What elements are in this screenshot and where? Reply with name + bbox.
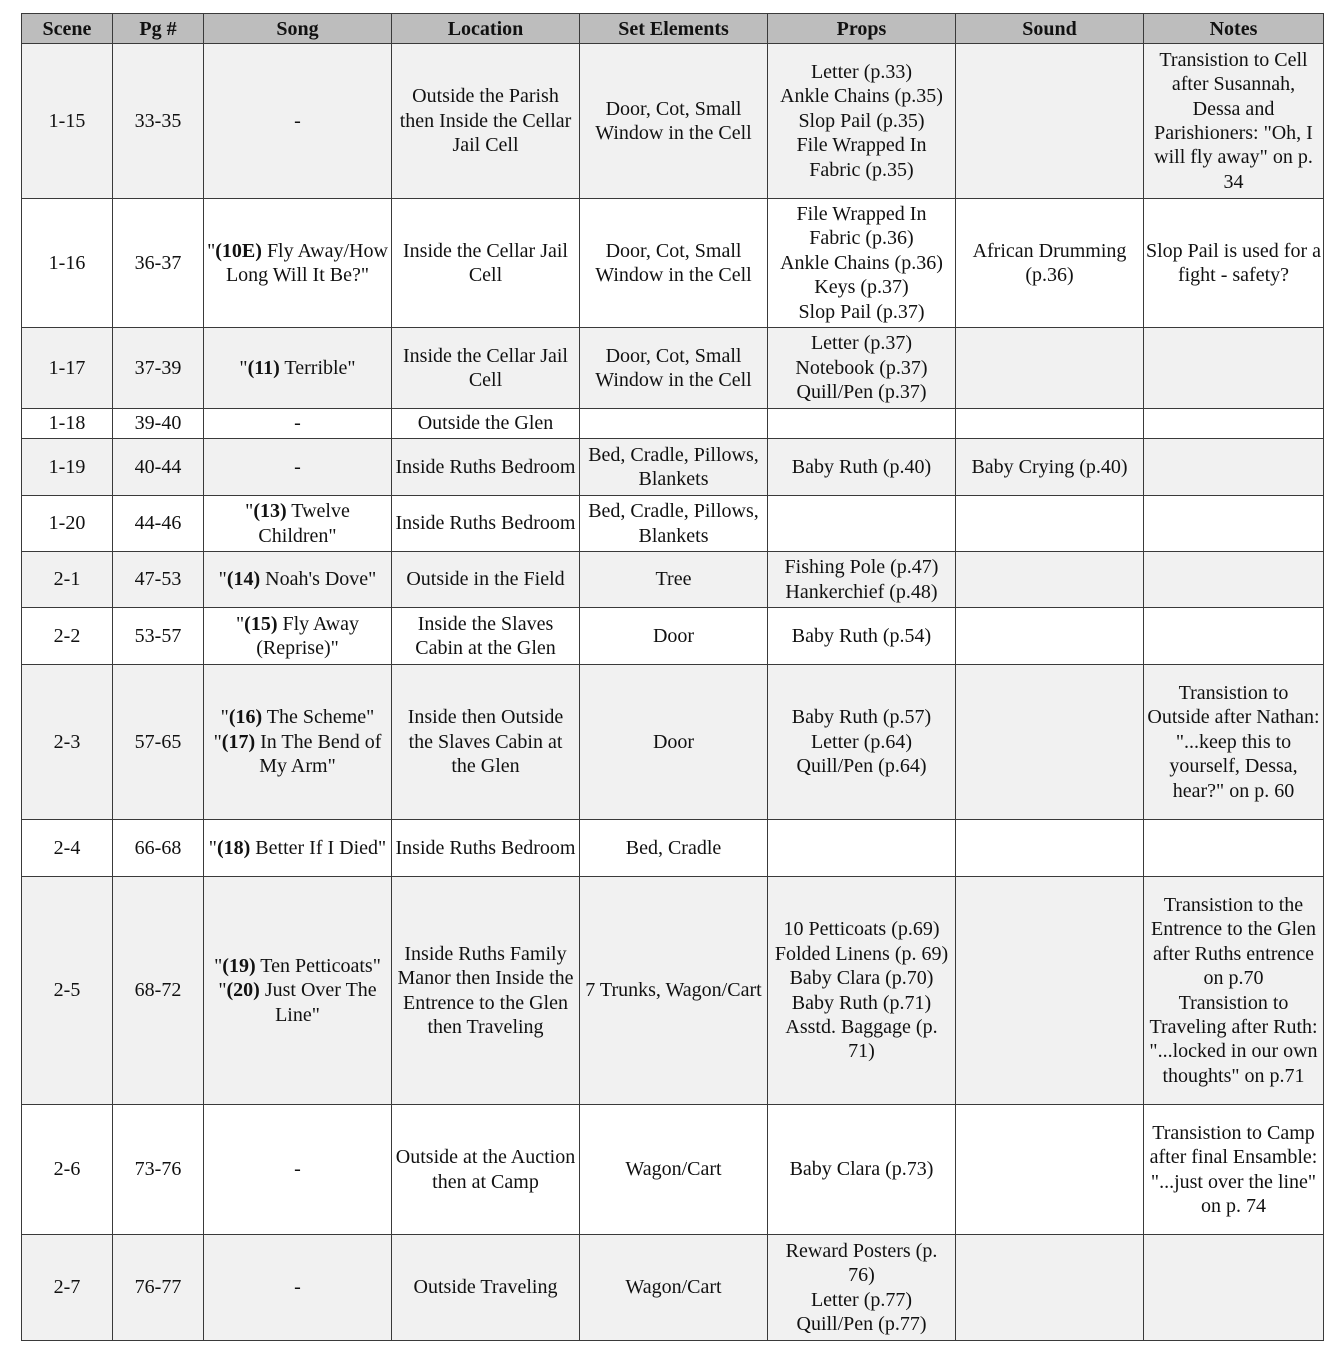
prop-item: Fishing Pole (p.47) <box>784 556 939 579</box>
location-cell: Inside Ruths Bedroom <box>392 496 580 552</box>
sound-cell <box>956 608 1144 665</box>
header-location: Location <box>392 14 580 44</box>
note-item: Slop Pail is used for a fight - safety? <box>1146 239 1321 286</box>
location-cell: Inside Ruths Bedroom <box>392 820 580 877</box>
notes-cell <box>1144 1105 1324 1235</box>
set-elements-cell: Wagon/Cart <box>580 1235 768 1341</box>
prop-item: Quill/Pen (p.77) <box>796 1312 927 1335</box>
song-cell <box>204 409 392 439</box>
page-range-cell: 47-53 <box>113 552 204 608</box>
prop-item: Slop Pail (p.37) <box>798 300 925 323</box>
song-entry: "(19) Ten Petticoats" <box>214 954 381 977</box>
table-row <box>22 552 1324 608</box>
location-cell: Inside the Cellar Jail Cell <box>392 199 580 328</box>
props-cell <box>768 608 956 665</box>
header-set-elements: Set Elements <box>580 14 768 44</box>
prop-item: Letter (p.33) <box>810 60 913 83</box>
note-item: Transistion to Traveling after Ruth: "...locked in our own thoughts" on p.71 <box>1149 991 1318 1087</box>
sound-cell: Baby Crying (p.40) <box>956 439 1144 496</box>
notes-cell <box>1144 439 1324 496</box>
sound-cell <box>956 409 1144 439</box>
song-number: (11) <box>247 356 280 379</box>
note-item: Transistion to Outside after Nathan: "...keep this to yourself, Dessa, hear?" on p. 60 <box>1147 681 1320 802</box>
page-range-cell: 73-76 <box>113 1105 204 1235</box>
scene-cell: 2-5 <box>22 877 113 1105</box>
set-elements-cell: Door, Cot, Small Window in the Cell <box>580 199 768 328</box>
scene-cell: 1-17 <box>22 328 113 409</box>
props-cell <box>768 1235 956 1341</box>
prop-item: Hankerchief (p.48) <box>785 580 938 603</box>
scene-cell: 2-2 <box>22 608 113 665</box>
location-cell: Inside the Cellar Jail Cell <box>392 328 580 409</box>
song-cell <box>204 1235 392 1341</box>
set-elements-cell: Door <box>580 608 768 665</box>
props-cell <box>768 199 956 328</box>
table-row <box>22 44 1324 199</box>
set-elements-cell: Door, Cot, Small Window in the Cell <box>580 44 768 199</box>
prop-item: Folded Linens (p. 69) <box>774 942 949 965</box>
location-cell: Outside the Parish then Inside the Cellar Jail Cell <box>392 44 580 199</box>
notes-cell <box>1144 328 1324 409</box>
song-entry: "(17) In The Bend of My Arm" <box>213 730 382 778</box>
prop-item: Baby Clara (p.70) <box>789 967 934 990</box>
page-range-cell: 66-68 <box>113 820 204 877</box>
song-number: (17) <box>221 730 256 753</box>
page-range-cell: 44-46 <box>113 496 204 552</box>
scene-cell: 1-18 <box>22 409 113 439</box>
song-cell <box>204 439 392 496</box>
table-row <box>22 665 1324 820</box>
song-number: (18) <box>216 836 251 859</box>
table-row <box>22 1235 1324 1341</box>
sound-cell <box>956 552 1144 608</box>
props-cell <box>768 877 956 1105</box>
prop-item: 10 Petticoats (p.69) <box>783 918 940 941</box>
location-cell: Outside at the Auction then at Camp <box>392 1105 580 1235</box>
notes-cell <box>1144 496 1324 552</box>
prop-item: File Wrapped In Fabric (p.35) <box>796 134 927 181</box>
song-number: (13) <box>253 500 287 523</box>
table-row <box>22 409 1324 439</box>
props-cell <box>768 496 956 552</box>
prop-item: Baby Ruth (p.57) <box>791 706 932 729</box>
song-number: (14) <box>226 568 261 591</box>
song-entry: "(15) Fly Away (Reprise)" <box>235 612 359 659</box>
scene-cell: 1-19 <box>22 439 113 496</box>
table-row <box>22 608 1324 665</box>
sound-cell <box>956 328 1144 409</box>
page-range-cell: 33-35 <box>113 44 204 199</box>
scene-cell: 1-15 <box>22 44 113 199</box>
song-cell <box>204 608 392 665</box>
song-cell <box>204 44 392 199</box>
props-cell <box>768 665 956 820</box>
scene-cell: 1-20 <box>22 496 113 552</box>
set-elements-cell: Door, Cot, Small Window in the Cell <box>580 328 768 409</box>
table-row <box>22 496 1324 552</box>
prop-item: Ankle Chains (p.35) <box>780 85 943 108</box>
sound-cell: African Drumming (p.36) <box>956 199 1144 328</box>
song-entry: - <box>294 1158 301 1181</box>
location-cell: Inside the Slaves Cabin at the Glen <box>392 608 580 665</box>
prop-item: Baby Ruth (p.54) <box>791 624 932 647</box>
set-elements-cell: Door <box>580 665 768 820</box>
song-entry: "(14) Noah's Dove" <box>218 568 377 591</box>
prop-item: Letter (p.77) <box>810 1288 913 1311</box>
props-cell <box>768 552 956 608</box>
prop-item: Baby Clara (p.73) <box>789 1158 934 1181</box>
header-scene: Scene <box>22 14 113 44</box>
location-cell: Outside the Glen <box>392 409 580 439</box>
song-entry: "(18) Better If I Died" <box>208 836 387 859</box>
sound-cell <box>956 1105 1144 1235</box>
prop-item: Baby Ruth (p.71) <box>791 991 932 1014</box>
song-entry: - <box>294 455 301 478</box>
song-entry: "(11) Terrible" <box>239 356 356 379</box>
props-cell <box>768 44 956 199</box>
note-item: Transistion to the Entrence to the Glen after Ruths entrence on p.70 <box>1151 893 1316 990</box>
note-item: Transistion to Camp after final Ensamble: "...just over the line" on p. 74 <box>1149 1121 1318 1217</box>
song-number: (16) <box>228 706 263 729</box>
prop-item: Keys (p.37) <box>814 276 909 299</box>
song-number: (15) <box>244 612 278 635</box>
prop-item: Baby Ruth (p.40) <box>791 455 932 478</box>
prop-item: File Wrapped In Fabric (p.36) <box>796 202 927 250</box>
notes-cell <box>1144 199 1324 328</box>
note-item: Transistion to Cell after Susannah, Dessa and Parishioners: "Oh, I will fly away" on p. 34 <box>1154 48 1313 193</box>
song-cell <box>204 665 392 820</box>
set-elements-cell: Bed, Cradle, Pillows, Blankets <box>580 496 768 552</box>
table-row <box>22 328 1324 409</box>
header-props: Props <box>768 14 956 44</box>
set-elements-cell: Bed, Cradle <box>580 820 768 877</box>
location-cell: Inside then Outside the Slaves Cabin at the Glen <box>392 665 580 820</box>
song-cell <box>204 820 392 877</box>
page-range-cell: 53-57 <box>113 608 204 665</box>
prop-item: Reward Posters (p. 76) <box>785 1239 938 1287</box>
table-row <box>22 820 1324 877</box>
song-entry: - <box>294 412 301 435</box>
notes-cell <box>1144 820 1324 877</box>
song-cell <box>204 199 392 328</box>
props-cell <box>768 328 956 409</box>
song-entry: - <box>294 109 301 132</box>
set-elements-cell: Bed, Cradle, Pillows, Blankets <box>580 439 768 496</box>
prop-item: Slop Pail (p.35) <box>798 109 925 132</box>
sound-cell <box>956 820 1144 877</box>
page-range-cell: 40-44 <box>113 439 204 496</box>
notes-cell <box>1144 409 1324 439</box>
table-row <box>22 877 1324 1105</box>
scene-breakdown-table <box>21 13 1324 1341</box>
location-cell: Inside Ruths Family Manor then Inside the Entrence to the Glen then Traveling <box>392 877 580 1105</box>
song-entry: "(20) Just Over The Line" <box>218 979 377 1026</box>
set-elements-cell <box>580 409 768 439</box>
song-number: (19) <box>222 954 256 977</box>
props-cell <box>768 1105 956 1235</box>
header-notes: Notes <box>1144 14 1324 44</box>
header-row <box>22 14 1324 44</box>
page-range-cell: 39-40 <box>113 409 204 439</box>
scene-cell: 2-4 <box>22 820 113 877</box>
song-entry: "(16) The Scheme" <box>220 706 375 729</box>
scene-cell: 2-1 <box>22 552 113 608</box>
page-range-cell: 37-39 <box>113 328 204 409</box>
props-cell <box>768 439 956 496</box>
song-entry: "(13) Twelve Children" <box>245 500 350 547</box>
prop-item: Letter (p.64) <box>810 730 913 753</box>
page-range-cell: 76-77 <box>113 1235 204 1341</box>
set-elements-cell: Tree <box>580 552 768 608</box>
table-row <box>22 199 1324 328</box>
notes-cell <box>1144 44 1324 199</box>
table-row <box>22 439 1324 496</box>
prop-item: Letter (p.37) <box>810 332 913 355</box>
song-cell <box>204 1105 392 1235</box>
location-cell: Outside Traveling <box>392 1235 580 1341</box>
scene-cell: 2-6 <box>22 1105 113 1235</box>
song-cell <box>204 328 392 409</box>
header-sound: Sound <box>956 14 1144 44</box>
song-cell <box>204 496 392 552</box>
notes-cell <box>1144 665 1324 820</box>
scene-cell: 1-16 <box>22 199 113 328</box>
set-elements-cell: Wagon/Cart <box>580 1105 768 1235</box>
location-cell: Outside in the Field <box>392 552 580 608</box>
header-page: Pg # <box>113 14 204 44</box>
prop-item: Ankle Chains (p.36) <box>780 251 943 274</box>
notes-cell <box>1144 552 1324 608</box>
location-cell: Inside Ruths Bedroom <box>392 439 580 496</box>
page-range-cell: 68-72 <box>113 877 204 1105</box>
header-song: Song <box>204 14 392 44</box>
sound-cell <box>956 1235 1144 1341</box>
page-range-cell: 36-37 <box>113 199 204 328</box>
prop-item: Notebook (p.37) <box>795 356 928 379</box>
song-entry: - <box>294 1276 301 1299</box>
sound-cell <box>956 496 1144 552</box>
scene-cell: 2-3 <box>22 665 113 820</box>
song-cell <box>204 552 392 608</box>
song-number: (20) <box>226 979 260 1002</box>
prop-item: Quill/Pen (p.64) <box>796 755 927 778</box>
props-cell <box>768 409 956 439</box>
page-range-cell: 57-65 <box>113 665 204 820</box>
song-number: (10E) <box>215 239 262 262</box>
props-cell <box>768 820 956 877</box>
notes-cell <box>1144 1235 1324 1341</box>
notes-cell <box>1144 608 1324 665</box>
song-cell <box>204 877 392 1105</box>
sound-cell <box>956 665 1144 820</box>
sound-cell <box>956 44 1144 199</box>
song-entry: "(10E) Fly Away/How Long Will It Be?" <box>207 239 388 286</box>
table-row <box>22 1105 1324 1235</box>
notes-cell <box>1144 877 1324 1105</box>
sound-cell <box>956 877 1144 1105</box>
prop-item: Asstd. Baggage (p. 71) <box>785 1015 938 1063</box>
set-elements-cell: 7 Trunks, Wagon/Cart <box>580 877 768 1105</box>
prop-item: Quill/Pen (p.37) <box>796 381 927 404</box>
scene-cell: 2-7 <box>22 1235 113 1341</box>
